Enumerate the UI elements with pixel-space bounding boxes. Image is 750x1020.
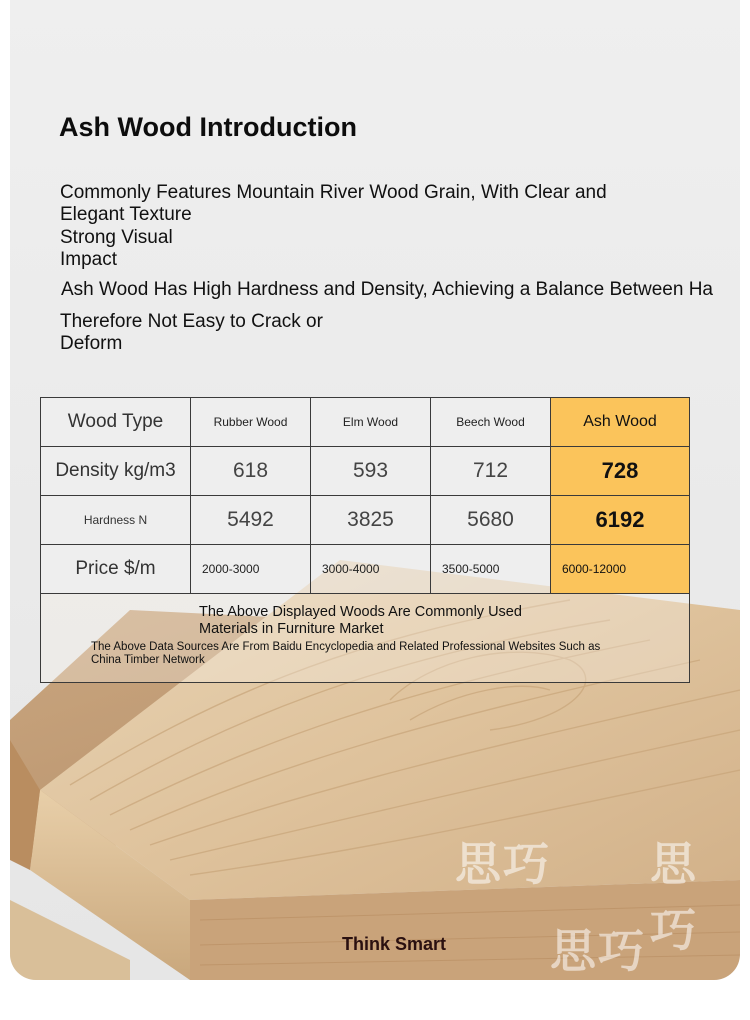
feature-text-hardness: Ash Wood Has High Hardness and Density, Achieving a Balance Between Ha [61,279,713,300]
watermark-logo: 思巧 [650,837,698,957]
feature-text-visual: Strong Visual Impact [60,227,173,270]
table-cell: 5680 [431,496,551,545]
table-cell: 712 [431,447,551,496]
table-row [41,447,690,496]
page-title: Ash Wood Introduction [59,112,357,142]
header-elm-wood: Elm Wood [311,398,431,447]
table-note-row [41,594,690,683]
row-label-density: Density kg/m3 [41,447,191,496]
header-wood-type: Wood Type [41,398,191,447]
header-beech-wood: Beech Wood [431,398,551,447]
table-cell-highlight: 6192 [551,496,690,545]
table-note [41,594,690,683]
table-cell-highlight: 6000-12000 [551,545,690,594]
table-cell: 3825 [311,496,431,545]
table-cell: 593 [311,447,431,496]
table-cell: 5492 [191,496,311,545]
watermark-logo: 思巧 [550,924,646,978]
table-cell: 3500-5000 [431,545,551,594]
note-data-source: The Above Data Sources Are From Baidu Encyclopedia and Related Professional Websites Such as China Timber Network [91,641,601,666]
feature-text-grain: Commonly Features Mountain River Wood Grain, With Clear and Elegant Texture [60,182,607,225]
feature-text-crack: Therefore Not Easy to Crack or Deform [60,311,323,354]
wood-comparison-table [40,397,690,683]
header-ash-wood: Ash Wood [551,398,690,447]
table-header-row [41,398,690,447]
row-label-price: Price $/m [41,545,191,594]
table-cell: 2000-3000 [191,545,311,594]
table-cell: 618 [191,447,311,496]
table-row [41,496,690,545]
note-common-materials: The Above Displayed Woods Are Commonly Used Materials in Furniture Market [199,604,522,637]
table-cell: 3000-4000 [311,545,431,594]
row-label-hardness: Hardness N [41,496,191,545]
watermark-logo: 思巧 [455,837,551,891]
table-cell-highlight: 728 [551,447,690,496]
table-row [41,545,690,594]
brand-name: Think Smart [342,934,447,954]
header-rubber-wood: Rubber Wood [191,398,311,447]
